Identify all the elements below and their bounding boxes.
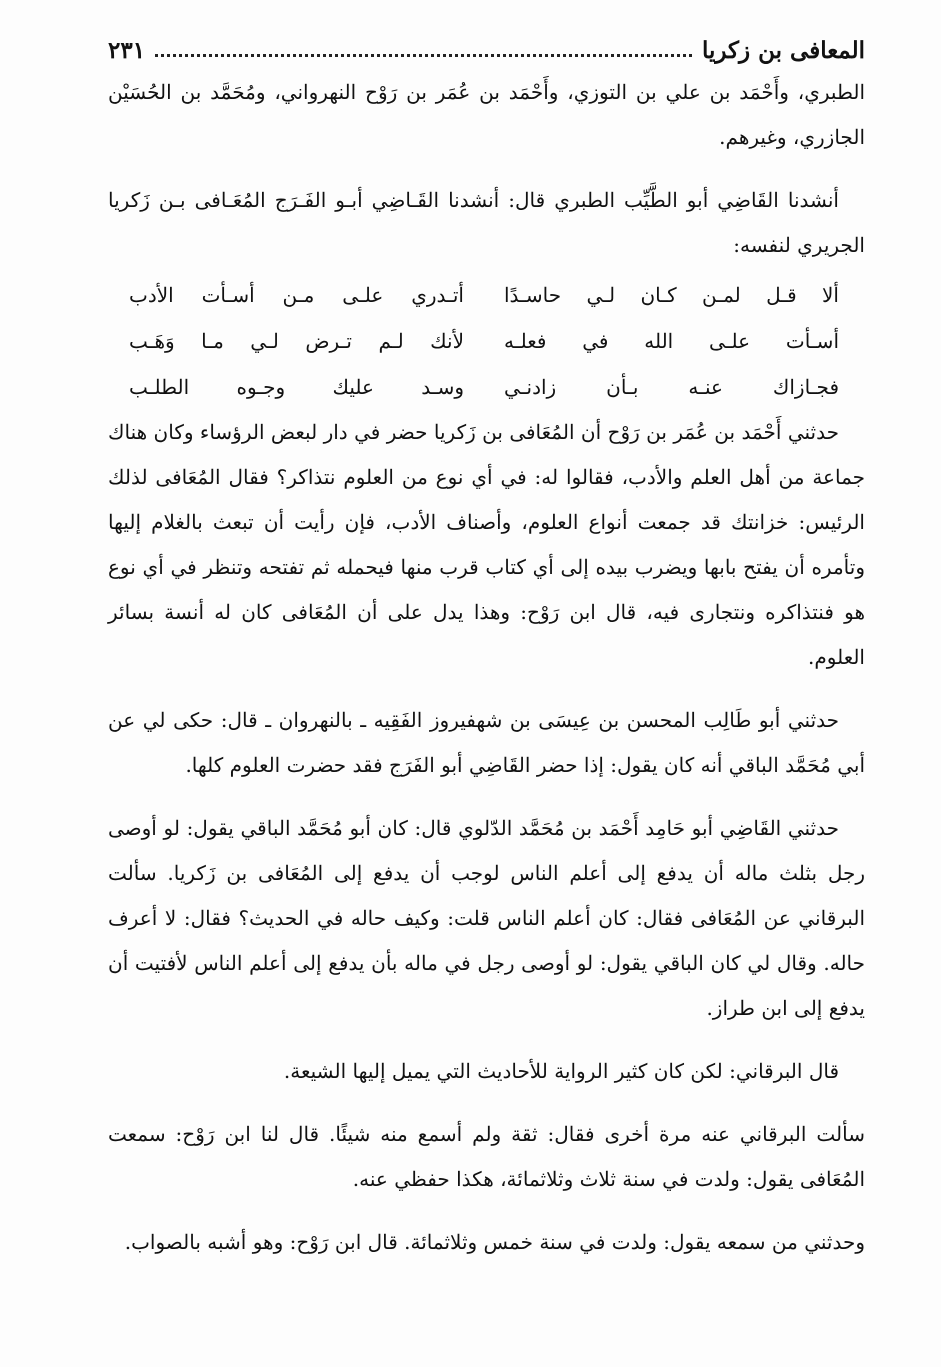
paragraph-7: سألت البرقاني عنه مرة أخرى فقال: ثقة ولم أسمع منه شيئًا. قال لنا ابن رَوْح: سمعت المُعَافى يقول: ولدت في سنة ثلاث وثلاثمائة، هكذا حفظي عنه. [108,1122,865,1191]
paragraph-8: وحدثني من سمعه يقول: ولدت في سنة خمس وثلاثمائة. قال ابن رَوْح: وهو أشبه بالصواب. [124,1230,865,1254]
verse-first-hemistich: ألا قـل لمـن كـان لـي حاسـدًا [504,283,839,307]
page-header [108,26,865,64]
verse-second-hemistich: وسـد عليك وجـوه الطلـب [129,375,464,399]
page-number: ٢٣١ [108,37,146,64]
verse-second-hemistich: لأنك لـم تـرض لـي مـا وَهَـب [129,329,464,353]
poem [108,272,839,410]
paragraph-4: حدثني أبو طَالِب المحسن بن عِيسَى بن شهفيروز الفَقِيه ـ بالنهروان ـ قال: حكى لي عن أبي مُحَمَّد الباقي أنه كان يقول: إذا حضر القَاضِي أبو الفَرَج فقد حضرت العلوم كلها. [108,708,865,777]
header-dot-leader [155,54,692,57]
page-body [108,70,865,1265]
poem-verse [108,364,839,410]
paragraph-1: الطبري، وأَحْمَد بن علي بن التوزي، وأَحْمَد بن عُمَر بن رَوْح النهرواني، ومُحَمَّد بن الحُسَيْن الجازري، وغيرهم. [108,80,865,149]
paragraph-3: حدثني أَحْمَد بن عُمَر بن رَوْح أن المُعَافى بن زَكريا حضر في دار لبعض الرؤساء وكان هناك جماعة من أهل العلم والأدب، فقالوا له: في أي نوع من العلوم نتذاكر؟ فقال المُعَافى لذلك الرئيس: خزانتك قد جمعت أنواع العلوم، وأصناف الأدب، فإن رأيت أن تبعث بالغلام إليها وتأمره أن يفتح بابها ويضرب بيده إلى أي كتاب قرب منها فيحمله ثم تفتحه وتنظر في أي نوع هو فنتذاكره ونتجارى فيه، قال ابن رَوْح: وهذا يدل على أن المُعَافى كان له أنسة بسائر العلوم. [108,420,865,669]
paragraph-5: حدثني القَاضِي أبو حَامِد أَحْمَد بن مُحَمَّد الدّلوي قال: كان أبو مُحَمَّد الباقي يقول: لو أوصى رجل بثلث ماله أن يدفع إلى أعلم الناس لوجب أن يدفع إلى المُعَافى بن زَكريا. سألت البرقاني عن المُعَافى فقال: كان أعلم الناس قلت: وكيف حاله في الحديث؟ فقال: لا أعرف حاله. وقال لي كان الباقي يقول: لو أوصى رجل في ماله بأن يدفع إلى أعلم الناس لأفتيت أن يدفع إلى ابن طراز. [108,816,865,1020]
paragraph-6: قال البرقاني: لكن كان كثير الرواية للأحاديث التي يميل إليها الشيعة. [283,1059,839,1083]
verse-first-hemistich: أسـأت علـى الله في فعلـه [504,329,839,353]
running-title: المعافى بن زكريا [701,37,865,64]
paragraph-2: أنشدنا القَاضِي أبو الطَّيِّب الطبري قال: أنشدنا القَـاضِي أبـو الفَـرَج المُعَـافى بـن زَكريا الجريري لنفسه: [108,188,865,257]
verse-first-hemistich: فجـازاك عنـه بـأن زادنـي [504,375,839,399]
verse-second-hemistich: أتـدري علـى مـن أسـأت الأدب [129,283,464,307]
poem-verse [108,272,839,318]
poem-verse [108,318,839,364]
